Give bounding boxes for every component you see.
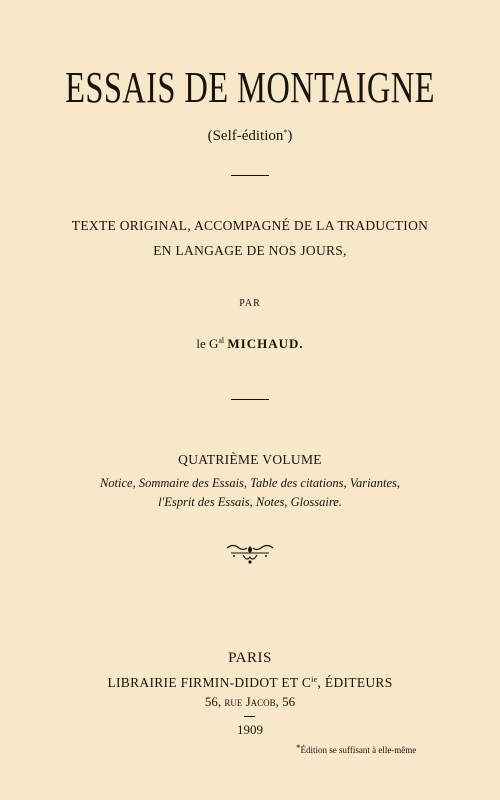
author-prefix-sup: al: [218, 336, 225, 345]
divider-rule-2: [231, 399, 269, 400]
subtitle-footnote-mark: *: [283, 128, 288, 137]
imprint-address: 56, rue Jacob, 56: [204, 694, 296, 709]
by-label: PAR: [239, 298, 261, 309]
volume-contents-line-1: Notice, Sommaire des Essais, Table des citations, Variantes,: [99, 476, 401, 490]
footnote-text: Édition se suffisant à elle-même: [300, 745, 417, 755]
fleuron-ornament-icon: [225, 540, 275, 566]
description-line-2: EN LANGAGE DE NOS JOURS,: [153, 243, 347, 258]
author-name: MICHAUD.: [227, 336, 304, 351]
volume-heading: QUATRIÈME VOLUME: [178, 452, 322, 467]
imprint-year: 1909: [237, 722, 263, 737]
author-line: [0, 336, 500, 352]
subtitle: [0, 128, 500, 145]
publisher-sup: ie: [311, 675, 318, 684]
divider-rule-1: [231, 175, 269, 176]
volume-contents-line-2: l'Esprit des Essais, Notes, Glossaire.: [158, 495, 342, 509]
publisher-name: LIBRAIRIE FIRMIN-DIDOT ET C: [107, 675, 312, 690]
author-prefix: le G: [196, 336, 219, 351]
footnote: [296, 743, 416, 755]
description-line-1: TEXTE ORIGINAL, ACCOMPAGNÉ DE LA TRADUCTION: [71, 218, 429, 233]
publisher-suffix: , ÉDITEURS: [317, 675, 393, 690]
short-dash: [244, 716, 255, 717]
footnote-mark: *: [296, 743, 301, 753]
imprint-city: PARIS: [228, 650, 272, 666]
book-title: ESSAIS DE MONTAIGNE: [65, 63, 435, 112]
imprint-publisher: [0, 675, 500, 691]
subtitle-close: ): [287, 128, 293, 144]
subtitle-text: (Self-édition: [207, 128, 284, 144]
